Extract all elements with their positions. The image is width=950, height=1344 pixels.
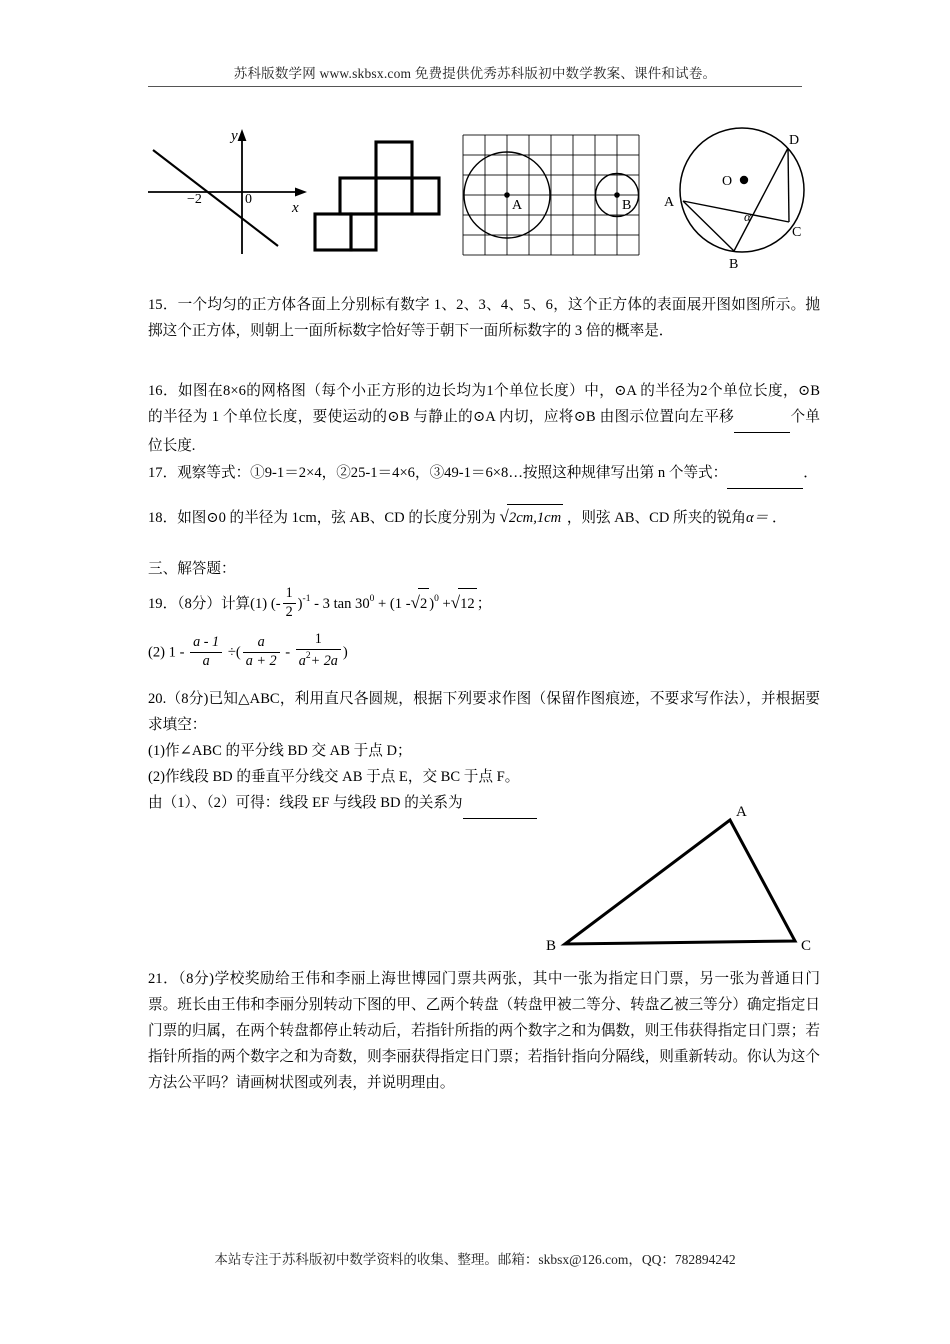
denominator bbox=[296, 650, 341, 670]
radical-sqrt12: √12 bbox=[451, 588, 477, 619]
question-16-text-b: 个单位长度. bbox=[148, 409, 820, 454]
question-16 bbox=[148, 378, 820, 459]
q19-2-minus: - bbox=[285, 644, 291, 661]
triangle-abc bbox=[540, 798, 830, 958]
vertex-a-label: A bbox=[736, 804, 747, 820]
denominator: 2 bbox=[285, 603, 293, 620]
question-18 bbox=[148, 504, 820, 531]
degree-sign-1: 0 bbox=[369, 594, 375, 604]
point-a-label: A bbox=[664, 195, 675, 210]
circle-b-label: B bbox=[622, 198, 632, 213]
numerator: 1 bbox=[283, 586, 296, 604]
point-d-label: D bbox=[789, 133, 800, 148]
header-divider bbox=[148, 86, 802, 87]
point-b-label: B bbox=[729, 257, 739, 270]
question-17-text-b: ． bbox=[803, 465, 818, 481]
center-o-label: O bbox=[722, 174, 733, 189]
radicand: 2cm,1cm bbox=[507, 504, 563, 531]
angle-alpha-label: α bbox=[744, 209, 751, 224]
q19-close: ) bbox=[297, 595, 303, 612]
radical-sqrt2: √2 bbox=[411, 588, 430, 619]
numerator: a bbox=[243, 635, 280, 653]
question-18-text-pre: 18．如图⊙0 的半径为 1cm，弦 AB、CD 的长度分别为 bbox=[148, 510, 496, 526]
x-axis-label: x bbox=[292, 200, 299, 216]
x-intercept-label: −2 bbox=[187, 192, 202, 207]
numerator: a - 1 bbox=[190, 635, 222, 653]
q19-term2: - 3 tan 30 bbox=[314, 595, 370, 612]
fraction-1-over-a2-plus-2a bbox=[296, 632, 341, 670]
denominator: a + 2 bbox=[245, 652, 277, 669]
q19-term4: ) bbox=[429, 595, 435, 612]
q19-term5: + bbox=[442, 595, 451, 612]
den-base: a bbox=[298, 652, 306, 669]
fraction-a-over-a-plus-2 bbox=[243, 635, 280, 670]
circle-a-label: A bbox=[512, 198, 523, 213]
q19-2-close: ) bbox=[342, 644, 348, 661]
fraction-a-minus-1-over-a bbox=[190, 635, 222, 670]
question-18-text-end: ． bbox=[771, 510, 787, 526]
figure-row bbox=[145, 118, 835, 278]
radicand-2: 2 bbox=[418, 588, 429, 619]
question-20-text-a: 由（1）、（2）可得：线段 EF 与线段 BD 的关系为 bbox=[148, 795, 463, 811]
q19-2-lead: (2) 1 - bbox=[148, 644, 185, 661]
question-20-line-2: (1)作∠ABC 的平分线 BD 交 AB 于点 D； bbox=[148, 743, 412, 759]
vertex-c-label: C bbox=[801, 938, 812, 954]
radicand-12: 12 bbox=[458, 588, 477, 619]
question-20-line-1: 20.（8分)已知△ABC，利用直尺各圆规，根据下列要求作图（保留作图痕迹，不要求写作法），并根据要求填空： bbox=[148, 691, 820, 733]
den-rest: + 2a bbox=[310, 652, 338, 669]
q19-2-op: ÷( bbox=[227, 644, 241, 661]
question-20-blank[interactable] bbox=[463, 792, 537, 819]
question-17-blank[interactable] bbox=[727, 462, 803, 489]
question-18-text-post: ，则弦 AB、CD 所夹的锐角 bbox=[566, 510, 747, 526]
question-17 bbox=[148, 460, 820, 489]
q19-term3: + (1 - bbox=[378, 595, 411, 612]
section-3-title: 三、解答题： bbox=[148, 561, 236, 577]
question-19-expr-1 bbox=[148, 584, 491, 621]
question-18-radical: √2cm,1cm bbox=[500, 504, 564, 531]
den-exponent: 2 bbox=[305, 650, 311, 661]
exponent-neg-one: -1 bbox=[302, 594, 311, 604]
q19-term6: ； bbox=[476, 595, 492, 612]
question-16-blank[interactable] bbox=[734, 406, 790, 433]
y-axis-label: y bbox=[231, 128, 238, 144]
question-19-lead: 19．（8分）计算(1) bbox=[148, 595, 268, 612]
question-18-alpha: α＝ bbox=[746, 510, 769, 526]
question-17-text-a: 17．观察等式：①9‑1＝2×4，②25‑1＝4×6，③49‑1＝6×8…按照这种规律写出第 n 个等式： bbox=[148, 465, 728, 481]
question-20-line-3: (2)作线段 BD 的垂直平分线交 AB 于点 E，交 BC 于点 F。 bbox=[148, 769, 520, 785]
question-16-text-a: 16．如图在8×6的网格图（每个小正方形的边长均为1个单位长度）中，⊙A 的半径为2个单位长度，⊙B 的半径为 1 个单位长度，要使运动的⊙B 与静止的⊙A 内切，应将⊙B 由图示位置向左平移 bbox=[148, 383, 820, 425]
origin-label: 0 bbox=[245, 192, 252, 207]
denominator: a bbox=[202, 652, 210, 669]
circle-o-chords bbox=[658, 118, 834, 270]
grid-with-two-circles bbox=[458, 130, 648, 265]
q19-open: (- bbox=[270, 595, 281, 612]
question-21: 21．（8分)学校奖励给王伟和李丽上海世博园门票共两张，其中一张为指定日门票，另一张为普通日门票。班长由王伟和李丽分别转动下图的甲、乙两个转盘（转盘甲被二等分、转盘乙被三等分）确定指定日门票的归属，在两个转盘都停止转动后，若指针所指的两个数字之和为偶数，则王伟获得指定日门票；若指针所指的两个数字之和为奇数，则李丽获得指定日门票；若指针指向分隔线，则重新转动。你认为这个方法公平吗？请画树状图或列表，并说明理由。 bbox=[148, 971, 820, 1091]
vertex-b-label: B bbox=[546, 938, 557, 954]
exponent-zero: 0 bbox=[434, 594, 439, 604]
point-c-label: C bbox=[792, 225, 802, 240]
numerator: 1 bbox=[296, 632, 341, 650]
fraction-one-half bbox=[283, 586, 296, 621]
question-15: 15．一个均匀的正方体各面上分别标有数字 1、2、3、4、5、6，这个正方体的表面展开图如图所示。抛掷这个正方体，则朝上一面所标数字恰好等于朝下一面所标数字的 3 倍的概率是． bbox=[148, 297, 820, 339]
linear-function-graph bbox=[145, 122, 315, 262]
cube-surface-net bbox=[313, 140, 441, 252]
page-header: 苏科版数学网 www.skbsx.com 免费提供优秀苏科版初中数学教案、课件和试卷。 bbox=[233, 66, 717, 81]
page-footer: 本站专注于苏科版初中数学资料的收集、整理。邮箱：skbsx@126.com，QQ：782894242 bbox=[214, 1252, 736, 1267]
question-19-expr-2 bbox=[148, 632, 348, 670]
